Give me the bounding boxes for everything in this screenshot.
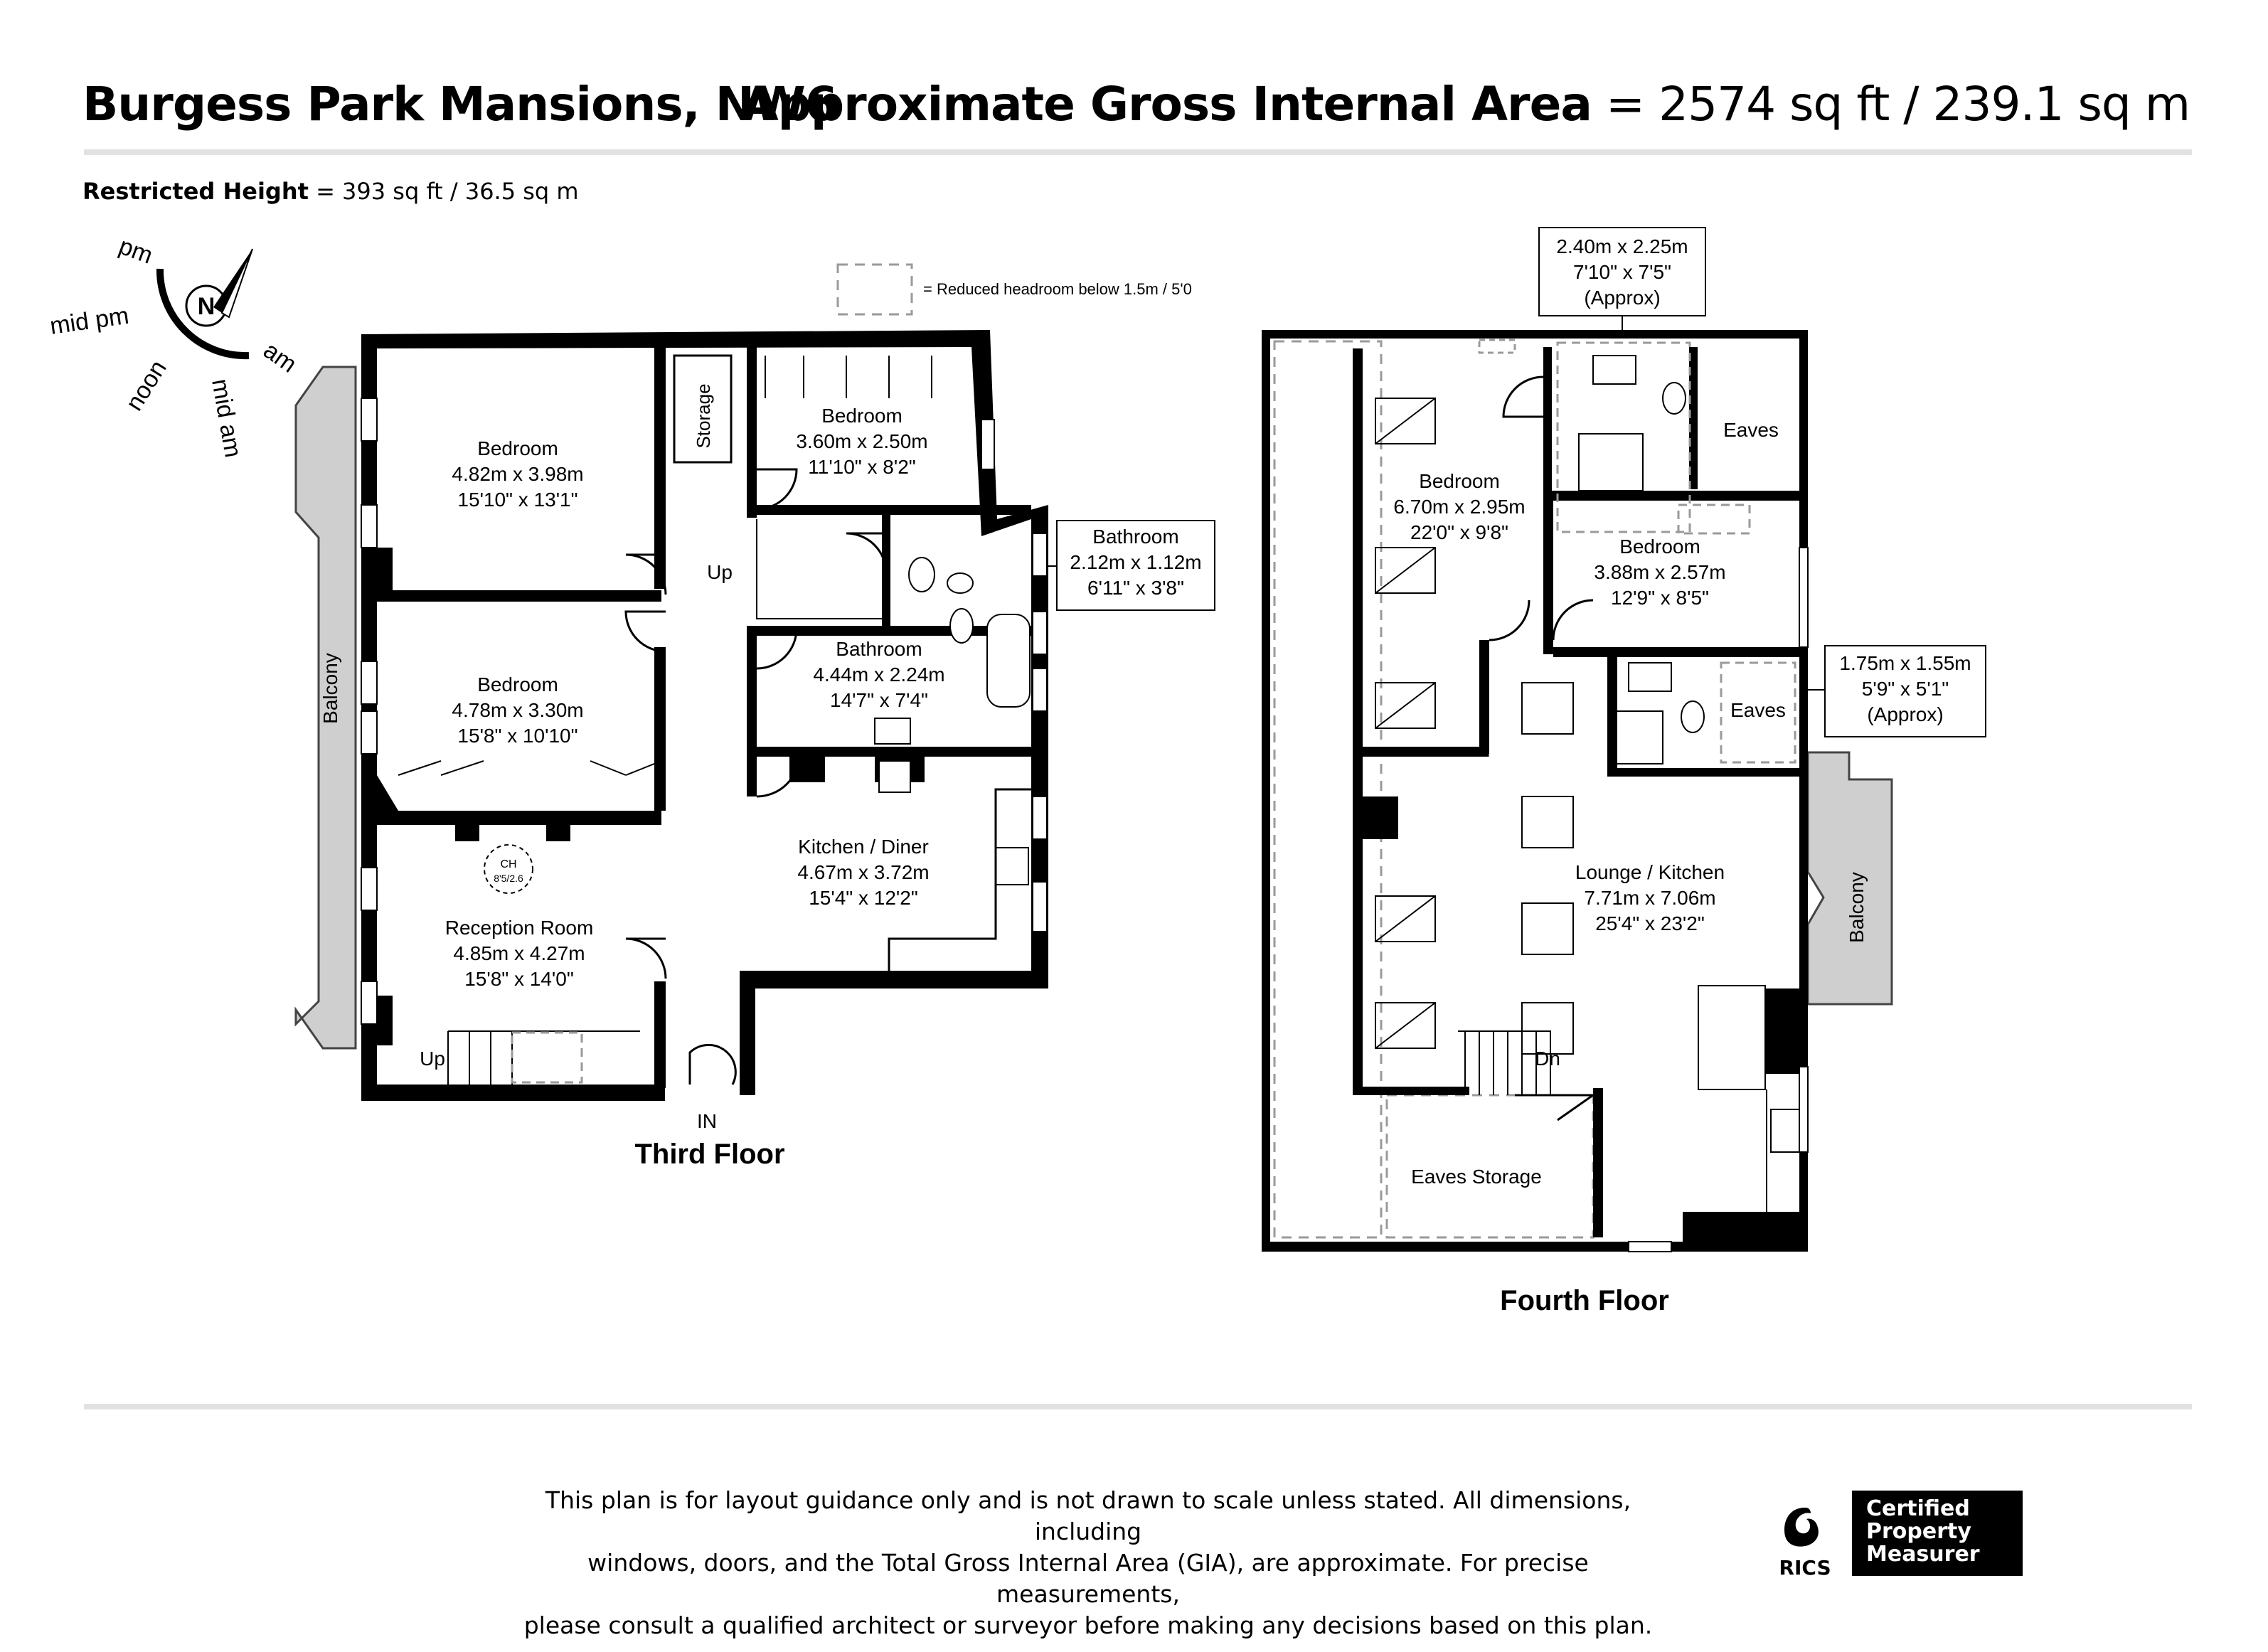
disclaimer-line-3: please consult a qualified architect or surveyor before making any decisions based on this plan. (523, 1611, 1653, 1639)
fourth-floor-label: Fourth Floor (1500, 1285, 1669, 1316)
reception-reduced-headroom (512, 1033, 582, 1082)
certified-property-measurer-badge (1852, 1491, 2023, 1576)
callout-1-imperial: 7'10" x 7'5" (1573, 261, 1671, 283)
window-bedroom1-b (361, 505, 377, 548)
fourth-ensuite-shower-icon (1579, 434, 1643, 491)
ceiling-height-value: 8'5/2.6 (494, 873, 523, 884)
legend-swatch (838, 265, 912, 314)
room-kitchen-imperial: 15'4" x 12'2" (809, 887, 918, 909)
callout-2-imperial: 5'9" x 5'1" (1861, 678, 1949, 700)
fourth-floor-balcony-label: Balcony (1846, 872, 1868, 943)
wall-stub-2 (377, 996, 393, 1045)
room-bedroom2-imperial: 15'8" x 10'10" (457, 725, 578, 747)
restricted-label: Restricted Height (82, 178, 309, 205)
door-fourth-ensuite-icon (1503, 377, 1543, 417)
room-bedroom2-name: Bedroom (477, 673, 558, 696)
room-bedroom2-metric: 4.78m x 3.30m (452, 699, 584, 721)
wall-bedroom-left (1353, 348, 1363, 1095)
fourth-floor-down: Dn (1535, 1048, 1560, 1070)
skylight-7-icon (1522, 796, 1573, 848)
bedroom3-wardrobe (765, 356, 932, 398)
window-ensuite (1033, 533, 1047, 576)
kitchen-wall-stub (789, 754, 825, 782)
window-bedroom3 (981, 420, 994, 469)
gia-value: = 2574 sq ft / 239.1 sq m (1605, 77, 2190, 132)
door-bedroom2-icon (626, 612, 666, 651)
room-kitchen-metric: 4.67m x 3.72m (797, 861, 930, 883)
wall-bed2-bottom (1553, 647, 1799, 657)
third-floor-entrance: IN (697, 1110, 717, 1132)
fourth-bedroom2-metric: 3.88m x 2.57m (1594, 561, 1726, 583)
gia-label: Approximate Gross Internal Area (742, 77, 1592, 132)
door-fourth-bedroom2-icon (1553, 600, 1593, 640)
wall-eaves-storage-right (1593, 1088, 1603, 1237)
wall-bedroom2-right (654, 647, 666, 811)
footer-divider (84, 1404, 2192, 1409)
disclaimer-line-1: This plan is for layout guidance only and is not drawn to scale unless stated. All dimensions, including (545, 1486, 1631, 1545)
window-kitchen-b (1033, 882, 1047, 932)
kitchen-sink-icon (996, 848, 1028, 885)
room-kitchen-name: Kitchen / Diner (798, 836, 929, 858)
fourth-window-bed2 (1799, 548, 1808, 647)
room-bedroom1-metric: 4.82m x 3.98m (452, 463, 584, 485)
restricted-value: = 393 sq ft / 36.5 sq m (316, 178, 579, 205)
wall-bed1-bed2 (377, 590, 661, 602)
third-floor-up-2: Up (420, 1048, 445, 1070)
room-bedroom3-metric: 3.60m x 2.50m (796, 430, 928, 452)
wall-bedroom1-right (654, 347, 666, 589)
bathroom-wc-icon (950, 609, 973, 643)
skylight-6-icon (1522, 683, 1573, 734)
fourth-chimney (1356, 796, 1398, 839)
storage-label: Storage (693, 383, 714, 449)
fourth-bedroom2-name: Bedroom (1619, 535, 1700, 558)
compass-mid-pm: mid pm (48, 302, 131, 340)
fourth-bedroom2-imperial: 12'9" x 8'5" (1611, 587, 1709, 609)
ensuite-wc-icon (909, 558, 935, 592)
reception-wall-stub-2 (546, 821, 570, 841)
reception-wall-stub-1 (455, 821, 479, 841)
fourth-kitchen-sink-icon (1771, 1109, 1799, 1152)
north-arrow-outline-icon (222, 249, 252, 317)
wall-bedroom3-left (747, 347, 757, 518)
ceiling-height-label: CH (500, 858, 517, 870)
fourth-floor-outer-wall (1262, 330, 1808, 1252)
fourth-eaves-1: Eaves (1723, 419, 1779, 441)
callout-1-metric: 2.40m x 2.25m (1556, 235, 1688, 257)
disclaimer-line-2: windows, doors, and the Total Gross Internal Area (GIA), are approximate. For precise measurements, (587, 1549, 1589, 1608)
badge-line-1: Certified (1866, 1496, 1970, 1521)
compass-am: am (258, 336, 302, 378)
window-bedroom1-a (361, 398, 377, 441)
fourth-bedroom1-name: Bedroom (1419, 470, 1500, 492)
legend-text: = Reduced headroom below 1.5m / 5'0 (923, 280, 1192, 298)
bathroom-basin-icon (875, 718, 910, 744)
window-bedroom2-b (361, 711, 377, 754)
compass-noon: noon (120, 355, 172, 416)
callout-2-note: (Approx) (1867, 703, 1944, 725)
badge-line-2: Property (1866, 1519, 1971, 1544)
wall-kitchen-left (747, 747, 757, 796)
third-floor-balcony-label: Balcony (319, 653, 341, 724)
room-bedroom3-name: Bedroom (821, 405, 903, 427)
wall-bath-left (747, 626, 757, 747)
wall-stub-1 (377, 548, 393, 597)
fourth-lounge-name: Lounge / Kitchen (1575, 861, 1725, 883)
door-reception-icon (626, 939, 666, 979)
room-bedroom3-imperial: 11'10" x 8'2" (808, 456, 916, 478)
third-floor-plan (296, 330, 1215, 1170)
fourth-ensuite-wc-icon (1663, 383, 1686, 414)
door-fourth-bedroom-icon (1489, 600, 1529, 640)
reception-stairs (448, 1031, 640, 1085)
wall-wedge (377, 775, 398, 811)
room-reception-imperial: 15'8" x 14'0" (464, 968, 574, 990)
property-title: Burgess Park Mansions, NW6 (82, 77, 837, 132)
room-bathroom-imperial: 14'7" x 7'4" (830, 689, 928, 711)
compass (48, 233, 302, 459)
fourth-shower-basin-icon (1629, 663, 1671, 691)
fourth-window-bottom (1629, 1242, 1671, 1252)
room-reception-metric: 4.85m x 4.27m (453, 942, 585, 964)
fourth-corner-pier (1683, 1212, 1799, 1242)
compass-mid-am: mid am (206, 376, 247, 460)
window-bathroom-b (1033, 668, 1047, 711)
fourth-ensuite-basin-icon (1593, 356, 1636, 384)
rics-lion-icon (1769, 1502, 1841, 1580)
fourth-shower-wc-icon (1681, 701, 1704, 732)
wall-eaves-storage-top (1363, 1087, 1469, 1095)
kitchen-hob-icon (879, 761, 910, 792)
wall-eaves-right (1799, 339, 1808, 545)
bedroom2-wardrobe (398, 761, 661, 775)
fourth-eaves-storage: Eaves Storage (1411, 1166, 1542, 1188)
window-reception-b (361, 981, 377, 1024)
door-eaves-storage-icon (1515, 1095, 1593, 1120)
wall-bed2-top (1543, 491, 1799, 501)
wall-bed2-left (1543, 491, 1553, 654)
room-ensuite-name: Bathroom (1092, 526, 1179, 548)
room-bathroom-name: Bathroom (836, 638, 922, 660)
room-reception-name: Reception Room (444, 917, 594, 939)
disclaimer (498, 1485, 1678, 1641)
room-bathroom-metric: 4.44m x 2.24m (813, 664, 945, 686)
door-ensuite-icon (846, 533, 886, 573)
compass-pm: pm (115, 232, 156, 270)
bathroom-bath-icon (987, 614, 1030, 707)
skylight-9-icon (1522, 1003, 1573, 1054)
room-bedroom1-imperial: 15'10" x 13'1" (457, 489, 578, 511)
third-floor-up-1: Up (707, 561, 733, 583)
wall-shower-bottom (1607, 768, 1799, 777)
room-ensuite-metric: 2.12m x 1.12m (1070, 551, 1202, 573)
wall-bedroom3-bottom (747, 505, 1031, 515)
wall-bedroom-bottom (1353, 747, 1488, 757)
badge-line-3: Measurer (1866, 1542, 1980, 1567)
window-bedroom2-a (361, 661, 377, 704)
fourth-floor-plan (1262, 228, 1986, 1316)
fourth-reduced-small (1479, 340, 1515, 353)
fourth-bedroom1-metric: 6.70m x 2.95m (1393, 496, 1526, 518)
fourth-eaves-2: Eaves (1730, 699, 1786, 721)
fourth-lounge-metric: 7.71m x 7.06m (1584, 887, 1716, 909)
compass-north: N (197, 293, 215, 320)
wall-reception-right (654, 981, 666, 1088)
fourth-bedroom1-imperial: 22'0" x 9'8" (1410, 521, 1508, 543)
third-floor-label: Third Floor (634, 1139, 785, 1170)
fourth-window-kitchen (1799, 1067, 1808, 1152)
skylight-8-icon (1522, 903, 1573, 954)
callout-1-note: (Approx) (1584, 287, 1661, 309)
fourth-kitchen-pier (1764, 988, 1799, 1074)
callout-2-metric: 1.75m x 1.55m (1839, 652, 1971, 674)
wall-bed2-reception (377, 811, 661, 825)
fourth-kitchen-island (1698, 986, 1765, 1089)
fourth-shower-tray-icon (1613, 711, 1663, 764)
fourth-lounge-imperial: 25'4" x 23'2" (1595, 912, 1705, 934)
window-bathroom-a (1033, 612, 1047, 654)
room-bedroom1-name: Bedroom (477, 437, 558, 459)
window-kitchen-a (1033, 796, 1047, 839)
room-ensuite-imperial: 6'11" x 3'8" (1087, 577, 1184, 599)
eaves-storage-dashed-left (1274, 341, 1381, 1237)
window-reception-a (361, 868, 377, 910)
door-bedroom3-icon (757, 469, 797, 509)
rics-text: RICS (1779, 1556, 1831, 1579)
door-entrance-icon (690, 1045, 735, 1085)
ensuite-basin-icon (947, 573, 973, 593)
